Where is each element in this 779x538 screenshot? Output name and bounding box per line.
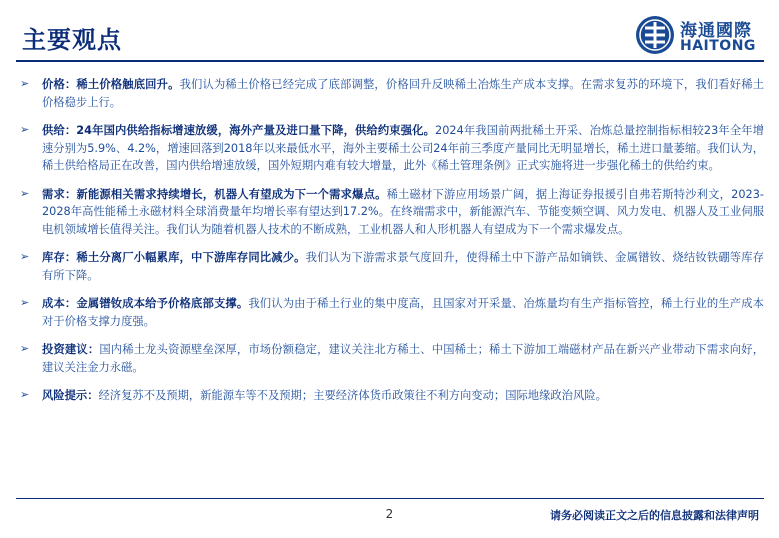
arrow-bullet-icon: ➢: [20, 250, 30, 263]
item-body: 稀土磁材下游应用场景广阔，据上海证券报援引自弗若斯特沙利文，2023-2028年高性能稀土永磁材料全球消费量年均增长率有望达到17.2%。在终端需求中，新能源汽车、节能变频空调、风力发电、机器人及工业伺服电机领域增长值得关注。我们认为随着机器人技术的不断成熟，工业机器人和人形机器人有望成为下一个需求爆发点。: [42, 187, 764, 236]
item-body: 我们认为下游需求景气度回升，使得稀土中下游产品如镝铁、金属镨钕、烧结钕铁硼等库存有所下降。: [42, 251, 764, 282]
item-lead: 投资建议：: [42, 343, 100, 356]
key-points-list: [20, 76, 764, 416]
list-item-investment: [20, 341, 764, 376]
haitong-logo-icon: [636, 16, 674, 54]
legal-disclaimer: 请务必阅读正文之后的信息披露和法律声明: [550, 509, 759, 522]
arrow-bullet-icon: ➢: [20, 186, 30, 200]
list-item-supply: [20, 122, 764, 175]
list-item-demand: [20, 186, 764, 239]
logo-english-text: HAITONG: [680, 38, 756, 54]
list-item-inventory: [20, 249, 764, 284]
page-number: 2: [385, 507, 394, 521]
list-item-risk: [20, 387, 764, 405]
arrow-bullet-icon: ➢: [20, 388, 30, 401]
item-lead: 风险提示：: [42, 389, 99, 402]
item-body: 国内稀土龙头资源壁垒深厚，市场份额稳定，建议关注北方稀土、中国稀土；稀土下游加工端磁材产品在新兴产业带动下需求向好，建议关注金力永磁。: [42, 343, 764, 374]
list-item-cost: [20, 295, 764, 330]
logo-chinese-text: 海通國際: [680, 21, 752, 41]
item-lead: 成本：金属镨钕成本给予价格底部支撑。: [42, 297, 249, 310]
list-item-price: [20, 76, 764, 111]
arrow-bullet-icon: ➢: [20, 296, 30, 309]
haitong-logo: [636, 14, 764, 58]
item-lead: 价格：稀土价格触底回升。: [42, 78, 180, 91]
title-divider: [16, 60, 764, 62]
item-lead: 库存：稀土分离厂小幅累库，中下游库存同比减少。: [42, 251, 306, 264]
arrow-bullet-icon: ➢: [20, 342, 30, 355]
item-body: 我们认为稀土价格已经完成了底部调整，价格回升反映稀土冶炼生产成本支撑。在需求复苏的环境下，我们看好稀土价格稳步上行。: [42, 78, 764, 109]
item-lead: 供给：24年国内供给指标增速放缓，海外产量及进口量下降，供给约束强化。: [42, 124, 436, 137]
footer-divider: [16, 498, 764, 499]
arrow-bullet-icon: ➢: [20, 123, 30, 136]
item-body: 2024年我国前两批稀土开采、冶炼总量控制指标相较23年全年增速分别为5.9%、4.2%，增速回落到2018年以来最低水平，海外主要稀土公司24年前三季度产量同比无明显增长，稀土进口量萎缩。我们认为，稀土供给格局正在改善，国内供给增速放缓，国外短期内难有较大增量，此外《稀土管理条例》正式实施将进一步强化稀土的供给约束。: [42, 124, 764, 172]
arrow-bullet-icon: ➢: [20, 77, 30, 90]
item-lead: 需求：新能源相关需求持续增长，机器人有望成为下一个需求爆点。: [42, 187, 387, 201]
item-body: 经济复苏不及预期，新能源车等不及预期；主要经济体货币政策往不利方向变动；国际地缘政治风险。: [98, 389, 607, 402]
page-title: 主要观点: [22, 26, 122, 54]
item-body: 我们认为由于稀土行业的集中度高，且国家对开采量、冶炼量均有生产指标管控，稀土行业的生产成本对于价格支撑力度强。: [42, 297, 764, 328]
